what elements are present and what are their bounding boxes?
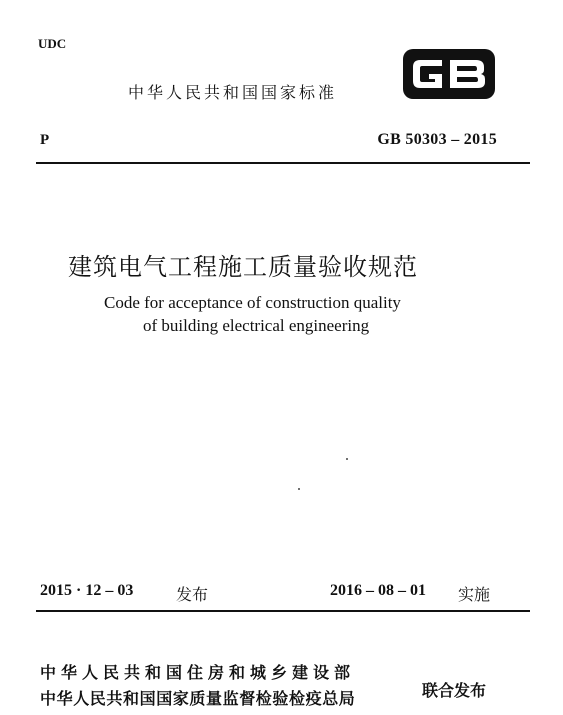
joint-release-label: 联合发布 <box>422 681 487 700</box>
issuer-ministry: 中华人民共和国住房和城乡建设部 <box>40 663 356 682</box>
classification-code: P <box>40 132 50 148</box>
title-english-line1: Code for acceptance of construction quality <box>104 293 401 312</box>
udc-label: UDC <box>38 36 67 51</box>
speck <box>298 488 300 490</box>
national-standard-label: 中华人民共和国国家标准 <box>128 83 338 102</box>
title-english-line2: of building electrical engineering <box>143 316 370 335</box>
title-chinese: 建筑电气工程施工质量验收规范 <box>68 253 418 281</box>
implementation-label: 实施 <box>458 585 491 604</box>
gb-logo <box>402 48 496 100</box>
speck <box>346 458 348 460</box>
bottom-divider <box>36 610 530 612</box>
top-divider <box>36 162 530 164</box>
issuer-aqsiq: 中华人民共和国国家质量监督检验检疫总局 <box>40 689 356 708</box>
issue-date: 2015 · 12 – 03 <box>40 582 134 599</box>
standard-number: GB 50303 – 2015 <box>377 131 497 148</box>
implementation-date: 2016 – 08 – 01 <box>330 582 426 599</box>
issue-label: 发布 <box>176 585 209 604</box>
